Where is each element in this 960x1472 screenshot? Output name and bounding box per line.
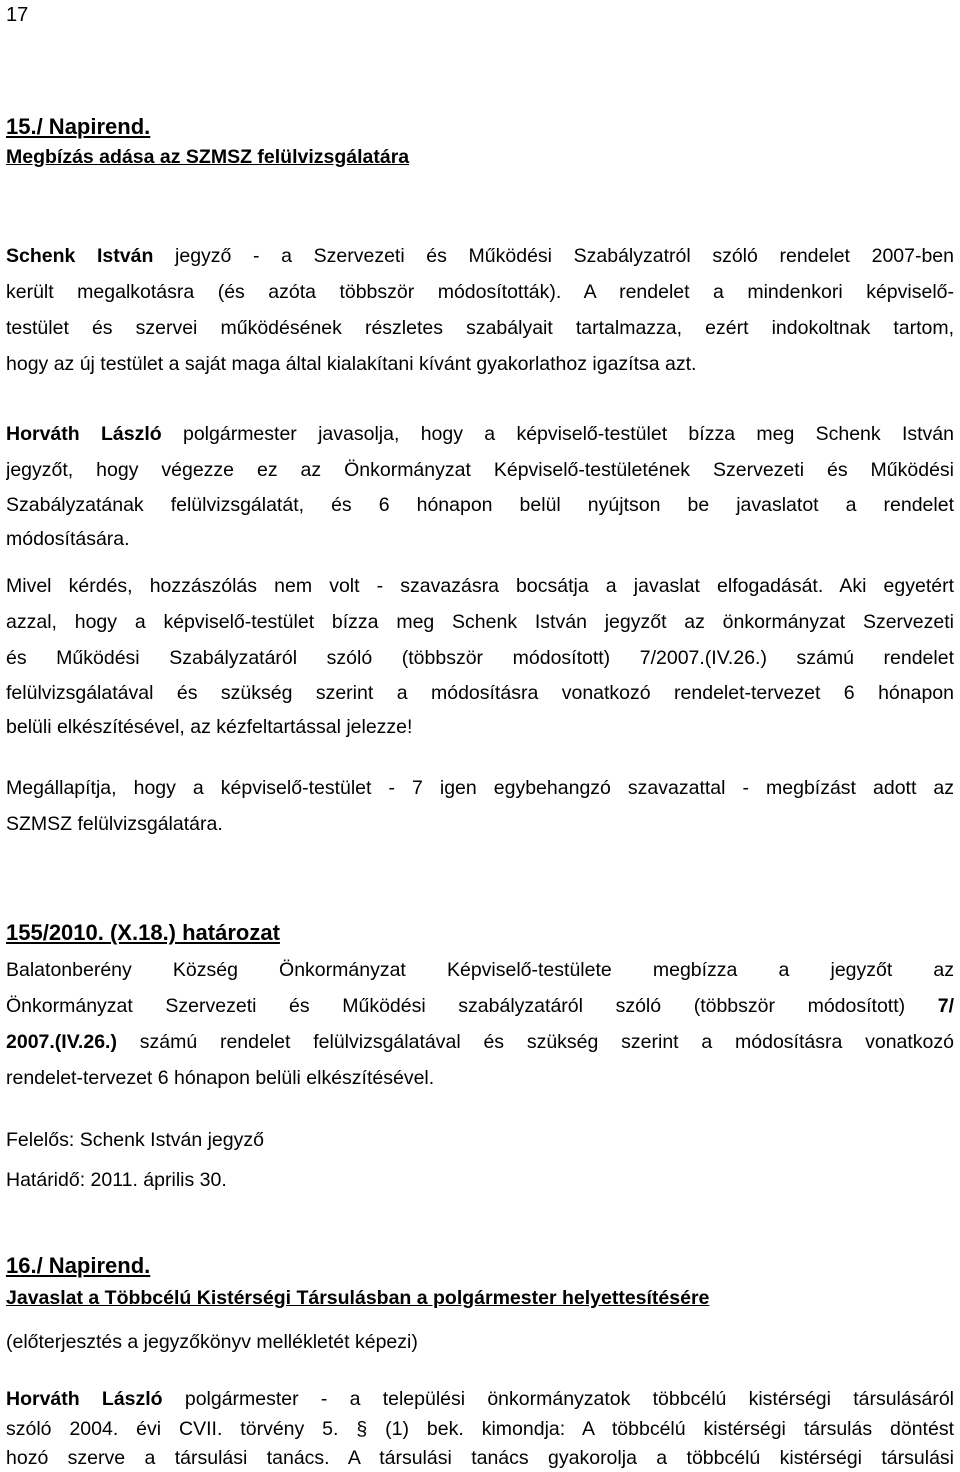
paragraph-text: számú rendelet felülvizsgálatával és szükség szerint a módosításra vonatkozó: [116, 1031, 954, 1053]
paragraph-horvath-kisterseg: [6, 1384, 954, 1472]
deadline-line: Határidő: 2011. április 30.: [6, 1169, 227, 1191]
paragraph-line: [6, 1024, 954, 1060]
paragraph-text: jegyző - a Szervezeti és Működési Szabályzatról szóló rendelet 2007-ben: [153, 245, 954, 267]
paragraph-line: Megállapítja, hogy a képviselő-testület - 7 igen egybehangzó szavazattal - megbízást adott az: [6, 777, 954, 799]
paragraph-line: hozó szerve a társulási tanács. A társulási tanács gyakorolja a többcélú kistérségi társulási: [6, 1447, 954, 1469]
paragraph-line: és Működési Szabályzatáról szóló (többször módosított) 7/2007.(IV.26.) számú rendelet: [6, 647, 954, 669]
bold-text: 7/: [937, 995, 954, 1017]
paragraph-line: Szabályzatának felülvizsgálatát, és 6 hónapon belül nyújtson be javaslatot a rendelet: [6, 494, 954, 516]
resolution-responsible: [6, 1122, 954, 1158]
agenda-15-subject: Megbízás adása az SZMSZ felülvizsgálatára: [6, 146, 410, 168]
paragraph-line: Mivel kérdés, hozzászólás nem volt - szavazásra bocsátja a javaslat elfogadását. Aki egyetért: [6, 575, 954, 597]
bold-text: 2007.(IV.26.): [6, 1031, 117, 1053]
paragraph-line: jegyzőt, hogy végezze ez az Önkormányzat Képviselő-testületének Szervezeti és Működési: [6, 459, 954, 481]
paragraph-schenk: [6, 238, 954, 382]
paragraph-line: rendelet-tervezet 6 hónapon belüli elkészítésével.: [6, 1067, 435, 1089]
paragraph-line: belüli elkészítésével, az kézfeltartással jelezze!: [6, 716, 413, 738]
paragraph-line: felülvizsgálatával és szükség szerint a módosításra vonatkozó rendelet-tervezet 6 hónapon: [6, 682, 954, 704]
agenda-16-note: [6, 1324, 954, 1360]
resolution-block: [6, 914, 954, 1096]
agenda-16-header: [6, 1250, 954, 1314]
paragraph-line: [6, 238, 954, 274]
paragraph-line: azzal, hogy a képviselő-testület bízza meg Schenk István jegyzőt az önkormányzat Szervezeti: [6, 611, 954, 633]
paragraph-line: került megalkotásra (és azóta többször módosították). A rendelet a mindenkori képviselő-: [6, 281, 954, 303]
paragraph-text: polgármester javasolja, hogy a képviselő-testület bízza meg Schenk István: [161, 423, 954, 445]
responsible-line: Felelős: Schenk István jegyző: [6, 1129, 264, 1151]
resolution-deadline: [6, 1162, 954, 1198]
page-number: 17: [6, 4, 29, 26]
paragraph-line: [6, 416, 954, 452]
paragraph-line: SZMSZ felülvizsgálatára.: [6, 813, 223, 835]
speaker-name: Schenk István: [6, 245, 154, 267]
agenda-16-subject: Javaslat a Többcélú Kistérségi Társulásban a polgármester helyettesítésére: [6, 1287, 710, 1309]
paragraph-result: [6, 770, 954, 842]
paragraph-text: Önkormányzat Szervezeti és Működési szabályzatáról szóló (többször módosított): [6, 995, 938, 1017]
note-line: (előterjesztés a jegyzőkönyv mellékletét képezi): [6, 1331, 418, 1353]
resolution-number: 155/2010. (X.18.) határozat: [6, 920, 280, 945]
agenda-15-header: [6, 112, 954, 172]
paragraph-text: polgármester - a települési önkormányzatok többcélú kistérségi társulásáról: [162, 1388, 954, 1410]
agenda-16-heading: 16./ Napirend.: [6, 1253, 151, 1278]
paragraph-line: szóló 2004. évi CVII. törvény 5. § (1) bek. kimondja: A többcélú kistérségi társulás döntést: [6, 1418, 954, 1440]
speaker-name: Horváth László: [6, 423, 162, 445]
paragraph-line: hogy az új testület a saját maga által kialakítani kívánt gyakorlathoz igazítsa azt.: [6, 353, 697, 375]
paragraph-line: Balatonberény Község Önkormányzat Képviselő-testülete megbízza a jegyzőt az: [6, 959, 954, 981]
speaker-name: Horváth László: [6, 1388, 163, 1410]
paragraph-line: módosítására.: [6, 528, 130, 550]
paragraph-line: testület és szervei működésének részletes szabályait tartalmazza, ezért indokoltnak tartom,: [6, 317, 954, 339]
paragraph-line: [6, 988, 954, 1024]
paragraph-line: [6, 1384, 954, 1414]
paragraph-horvath-proposal: [6, 416, 954, 556]
paragraph-vote: [6, 568, 954, 744]
agenda-15-heading: 15./ Napirend.: [6, 114, 151, 139]
